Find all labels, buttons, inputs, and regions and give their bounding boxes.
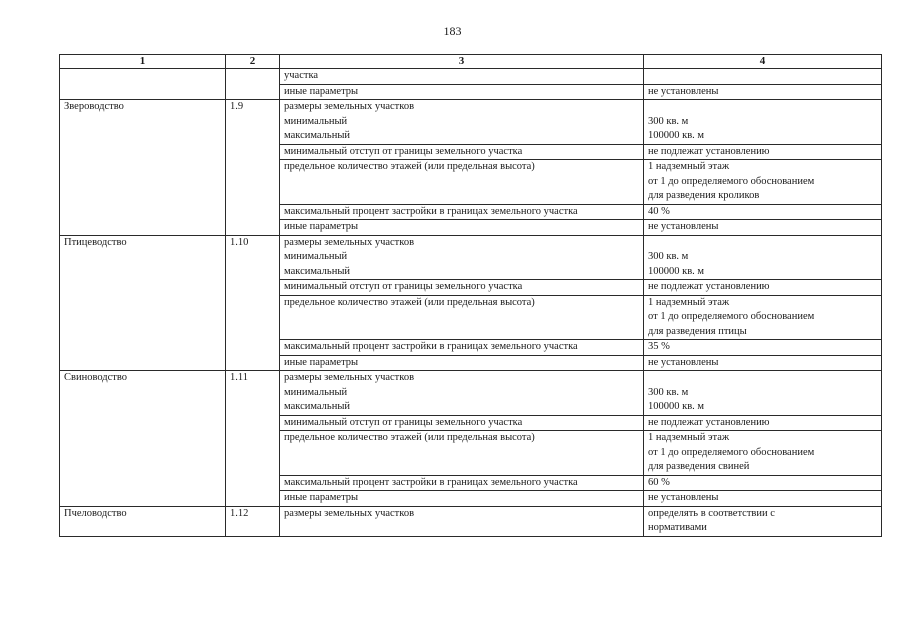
size-value-cell: [644, 100, 882, 145]
regulations-table: [59, 54, 882, 537]
size-row: [60, 235, 882, 280]
column-header-1: 1: [60, 55, 226, 69]
floors-line-1: 1 надземный этаж: [648, 432, 730, 443]
coverage-label: максимальный процент застройки в границах земельного участка: [280, 340, 644, 356]
coverage-value: 40 %: [644, 204, 882, 220]
continuation-col2: [226, 69, 280, 100]
max-value: 100000 кв. м: [648, 401, 705, 412]
setback-label: минимальный отступ от границы земельного участка: [280, 280, 644, 296]
floors-label: предельное количество этажей (или предельная высота): [280, 160, 644, 205]
coverage-label: максимальный процент застройки в границах земельного участка: [280, 475, 644, 491]
floors-line-1: 1 надземный этаж: [648, 161, 730, 172]
coverage-value: 60 %: [644, 475, 882, 491]
floors-line-2: от 1 до определяемого обоснованием: [648, 175, 815, 187]
other-label: иные параметры: [280, 491, 644, 507]
size-row: [60, 100, 882, 145]
last-row: [60, 506, 882, 536]
size-param-cell: [280, 235, 644, 280]
floors-line-2: от 1 до определяемого обоснованием: [648, 446, 815, 458]
use-type-name: Свиноводство: [60, 371, 226, 507]
floors-line-3: для разведения кроликов: [648, 190, 760, 201]
min-value: 300 кв. м: [648, 251, 689, 262]
use-type-name: Звероводство: [60, 100, 226, 236]
use-type-name: Птицеводство: [60, 235, 226, 371]
size-label: размеры земельных участков: [284, 236, 415, 248]
use-type-code: 1.10: [226, 235, 280, 371]
min-value: 300 кв. м: [648, 115, 689, 127]
use-type-code: 1.11: [226, 371, 280, 507]
use-type-code: 1.9: [226, 100, 280, 236]
floors-line-3: для разведения птицы: [648, 325, 747, 337]
header-row: [60, 55, 882, 69]
coverage-label: максимальный процент застройки в границах земельного участка: [280, 204, 644, 220]
setback-value: не подлежат установлению: [644, 415, 882, 431]
last-value-cell: [644, 506, 882, 536]
other-label: иные параметры: [280, 355, 644, 371]
floors-label: предельное количество этажей (или предельная высота): [280, 431, 644, 476]
setback-value: не подлежат установлению: [644, 144, 882, 160]
column-header-3: 3: [280, 55, 644, 69]
last-value-line-1: определять в соответствии с: [648, 507, 775, 519]
setback-label: минимальный отступ от границы земельного участка: [280, 144, 644, 160]
other-label: иные параметры: [280, 220, 644, 236]
continuation-param-label: участка: [280, 69, 644, 85]
use-type-code: 1.12: [226, 506, 280, 536]
last-value-line-2: нормативами: [648, 522, 707, 533]
other-value: не установлены: [644, 355, 882, 371]
min-label: минимальный: [284, 251, 348, 262]
floors-label: предельное количество этажей (или предельная высота): [280, 295, 644, 340]
column-header-4: 4: [644, 55, 882, 69]
column-header-2: 2: [226, 55, 280, 69]
setback-label: минимальный отступ от границы земельного участка: [280, 415, 644, 431]
max-label: максимальный: [284, 401, 350, 412]
coverage-value: 35 %: [644, 340, 882, 356]
max-value: 100000 кв. м: [648, 130, 705, 141]
floors-value-cell: [644, 431, 882, 476]
other-value: не установлены: [644, 491, 882, 507]
floors-line-1: 1 надземный этаж: [648, 296, 730, 308]
min-label: минимальный: [284, 386, 348, 398]
other-params-value: не установлены: [644, 84, 882, 100]
other-value: не установлены: [644, 220, 882, 236]
floors-line-3: для разведения свиней: [648, 461, 750, 472]
min-value: 300 кв. м: [648, 386, 689, 398]
floors-value-cell: [644, 160, 882, 205]
size-param-cell: [280, 371, 644, 416]
size-value-cell: [644, 371, 882, 416]
page-number: 183: [443, 24, 462, 38]
floors-value-cell: [644, 295, 882, 340]
floors-line-2: от 1 до определяемого обоснованием: [648, 311, 815, 322]
continuation-param-value: [644, 69, 882, 85]
max-value: 100000 кв. м: [648, 265, 705, 277]
continuation-row: [60, 69, 882, 85]
size-param-cell: [280, 100, 644, 145]
use-type-name: Пчеловодство: [60, 506, 226, 536]
size-label: размеры земельных участков: [284, 372, 415, 383]
size-label: размеры земельных участков: [284, 101, 415, 112]
max-label: максимальный: [284, 130, 350, 141]
other-params-label: иные параметры: [280, 84, 644, 100]
setback-value: не подлежат установлению: [644, 280, 882, 296]
min-label: минимальный: [284, 115, 348, 127]
size-label: размеры земельных участков: [280, 506, 644, 536]
size-row: [60, 371, 882, 416]
continuation-col1: [60, 69, 226, 100]
max-label: максимальный: [284, 265, 350, 277]
size-value-cell: [644, 235, 882, 280]
